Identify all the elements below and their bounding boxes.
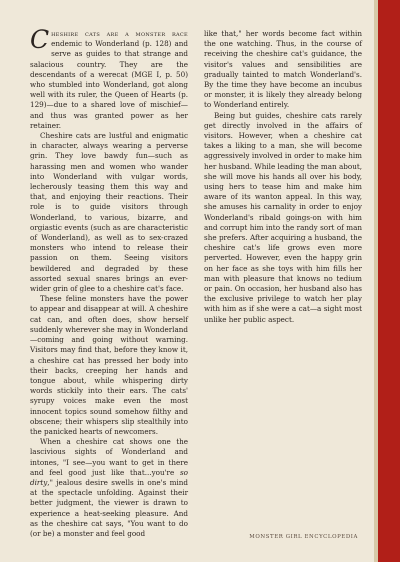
paragraph-guidance-a: When a cheshire cat shows one the lascivious sights of Wonderland and intones, "I see—you want to get in there and feel good just like that...you're [30,437,188,477]
side-accent-strip [378,0,400,562]
paragraph-teleport: These feline monsters have the power to appear and disappear at will. A cheshire cat can, and often does, show herself suddenly wherever she may in Wonderland—coming and going without warning. Visitors may find that, before they know it, a cheshire cat has pressed her body into their backs, creeping her hands and tongue about, while whispering dirty words stickily into their ears. The cats' syrupy voices make even the most innocent topics sound somehow filthy and obscene; their whispers slip stealthily into the panicked hearts of newcomers. [30,294,188,436]
paragraph-guidance [30,437,188,539]
footer-book-title: MONSTER GIRL ENCYCLOPEDIA [249,534,358,540]
paragraph-intro [30,25,188,131]
paragraph-continuation: like that," her words become fact within the one watching. Thus, in the course of receiving the cheshire cat's guidance, the visitor's values and sensibilities are gradually tainted to match Wonderland's. By the time they have become an incubus or monster, it is likely they already belong to Wonderland entirely. [204,29,362,110]
right-text-column [204,29,362,325]
paragraph-personality: Cheshire cats are lustful and enigmatic in character, always wearing a perverse grin. They love bawdy fun—such as harassing men and women who wander into Wonderland with vulgar words, lecherously teasing them this way and that, and enjoying their reactions. Their role is to guide visitors through Wonderland, to various, bizarre, and orgiastic events (such as are characteristic of Wonderland), as well as to sex-crazed monsters who intend to release their passion on them. Seeing visitors bewildered and degraded by these assorted sexual snares brings an ever-wider grin of glee to a cheshire cat's face. [30,131,188,294]
paragraph-husband: Being but guides, cheshire cats rarely get directly involved in the affairs of visitors. However, when a cheshire cat takes a liking to a man, she will become aggressively involved in order to make him her husband. While leading the man about, she will move his hands all over his body, using hers to tease him and make him aware of its wanton appeal. In this way, she amuses his carnality in order to enjoy Wonderland's ribald goings-on with him and corrupt him into the randy sort of man she prefers. After acquiring a husband, the cheshire cat's life grows even more perverted. However, even the happy grin on her face as she toys with him fills her man with pleasure that knows no tedium or pain. On occasion, her husband also has the exclusive privilege to watch her play with him as if she were a cat—a sight most unlike her public aspect. [204,110,362,324]
drop-cap-letter: C [30,25,50,54]
lead-smallcaps-text: heshire cats are a monster race [51,29,188,38]
paragraph-guidance-b: ," jealous desire swells in one's mind at the spectacle unfolding. Against their better judgment, the viewer is drawn to experience a heat-seeking pleasure. And as the cheshire cat says, "You want to do (or be) a monster and feel good [30,477,188,538]
paragraph-intro-rest: endemic to Wonderland (p. 128) and serve as guides to that strange and salacious country. They are the descendants of a werecat (MGE I, p. 50) who stumbled into Wonderland, got along well with its ruler, the Queen of Hearts (p. 129)—due to a shared love of mischief—and thus was granted power as her retainer. [30,39,188,130]
paragraph-guidance-italic: so dirty [30,467,188,487]
left-text-column [30,25,188,539]
